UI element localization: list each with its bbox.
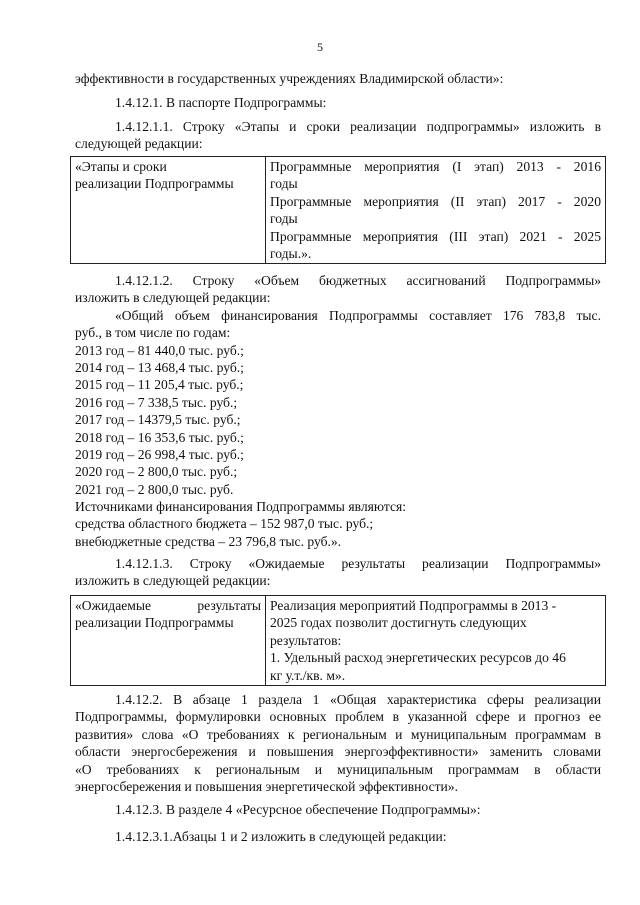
table-label-line: реализации Подпрограммы — [75, 615, 234, 631]
year-line: 2018 год – 16 353,6 тыс. руб.; — [75, 429, 244, 445]
results-item-line: изложить в следующей редакции: — [75, 573, 271, 589]
year-line: 2014 год – 13 468,4 тыс. руб.; — [75, 359, 244, 375]
section4-item-block — [75, 801, 601, 818]
funding-total-line: руб., в том числе по годам: — [75, 325, 231, 341]
table-value-line: 2025 годах позволит достигнуть следующих — [270, 615, 527, 631]
results-item-block — [75, 555, 601, 590]
paragraphs-item-block — [75, 828, 601, 845]
year-line: 2021 год – 2 800,0 тыс. руб. — [75, 481, 234, 497]
year-line: 2019 год – 26 998,4 тыс. руб.; — [75, 446, 244, 462]
table-value-line: годы.». — [270, 245, 312, 261]
section1-item-line: 1.4.12.2. В абзаце 1 раздела 1 «Общая характеристика сферы реализации — [115, 692, 601, 707]
section1-item-block — [75, 691, 601, 795]
results-item-line: 1.4.12.1.3. Строку «Ожидаемые результаты реализации Подпрограммы» — [115, 556, 601, 571]
passport-item: 1.4.12.1. В паспорте Подпрограммы: — [115, 95, 327, 110]
year-line: 2016 год – 7 338,5 тыс. руб.; — [75, 394, 238, 410]
sources-line: внебюджетные средства – 23 796,8 тыс. руб.». — [75, 533, 342, 549]
table-value-line: кг у.т./кв. м». — [270, 667, 346, 683]
table-label-line: реализации Подпрограммы — [75, 176, 234, 192]
section1-item-line: развития» слова «О требованиях к региональным и муниципальным программам в — [75, 726, 601, 742]
year-line: 2017 год – 14379,5 тыс. руб.; — [75, 412, 241, 428]
results-table — [70, 595, 606, 686]
table-value-line: Реализация мероприятий Подпрограммы в 2013 - — [270, 598, 557, 613]
results-table-label-cell — [71, 596, 266, 686]
funding-total-line: «Общий объем финансирования Подпрограммы составляет 176 783,8 тыс. — [115, 307, 601, 323]
paragraphs-item: 1.4.12.3.1.Абзацы 1 и 2 изложить в следующей редакции: — [115, 829, 447, 844]
stages-table-label-cell — [71, 157, 266, 264]
sources-line: средства областного бюджета – 152 987,0 тыс. руб.; — [75, 516, 374, 532]
section1-item-line: Подпрограммы, формулировки основных проблем в указанной сфере и прогноз ее — [75, 709, 601, 725]
section1-item-line: «О требованиях к региональным и муниципальным программам в области — [75, 761, 601, 777]
stages-item-block — [75, 118, 601, 153]
funding-item-block — [75, 272, 601, 550]
table-value-line: результатов: — [270, 632, 342, 648]
year-line: 2013 год – 81 440,0 тыс. руб.; — [75, 342, 244, 358]
table-value-line: годы — [270, 211, 298, 227]
section1-item-line: энергосбережения и повышения энергетической эффективности». — [75, 778, 459, 794]
year-line: 2020 год – 2 800,0 тыс. руб.; — [75, 464, 238, 480]
stages-table-value-cell — [266, 157, 606, 264]
section1-item-line: области энергосбережения и повышения энергоэффективности» заменить словами — [75, 744, 601, 760]
table-label-line: «Этапы и сроки — [75, 159, 167, 174]
table-value-line: Программные мероприятия (II этап) 2017 - 2020 — [270, 193, 601, 209]
intro-line-block — [75, 70, 601, 87]
intro-line: эффективности в государственных учреждениях Владимирской области»: — [75, 71, 504, 86]
table-value-line: Программные мероприятия (I этап) 2013 - 2016 — [270, 159, 601, 174]
table-value-line: 1. Удельный расход энергетических ресурсов до 46 — [270, 650, 566, 666]
table-value-line: Программные мероприятия (III этап) 2021 - 2025 — [270, 228, 601, 244]
year-line: 2015 год – 11 205,4 тыс. руб.; — [75, 377, 244, 393]
stages-item-line: 1.4.12.1.1. Строку «Этапы и сроки реализации подпрограммы» изложить в — [115, 119, 601, 134]
table-value-line: годы — [270, 176, 298, 192]
stages-table — [70, 156, 606, 264]
page-number: 5 — [317, 40, 323, 54]
passport-item-block — [75, 94, 601, 111]
stages-item-line: следующей редакции: — [75, 136, 203, 152]
section4-item: 1.4.12.3. В разделе 4 «Ресурсное обеспечение Подпрограммы»: — [115, 802, 481, 817]
funding-item-line: изложить в следующей редакции: — [75, 290, 271, 306]
table-label-line: «Ожидаемые результаты — [75, 598, 261, 613]
sources-line: Источниками финансирования Подпрограммы являются: — [75, 499, 407, 515]
results-table-value-cell — [266, 596, 606, 686]
funding-item-line: 1.4.12.1.2. Строку «Объем бюджетных ассигнований Подпрограммы» — [115, 273, 601, 288]
